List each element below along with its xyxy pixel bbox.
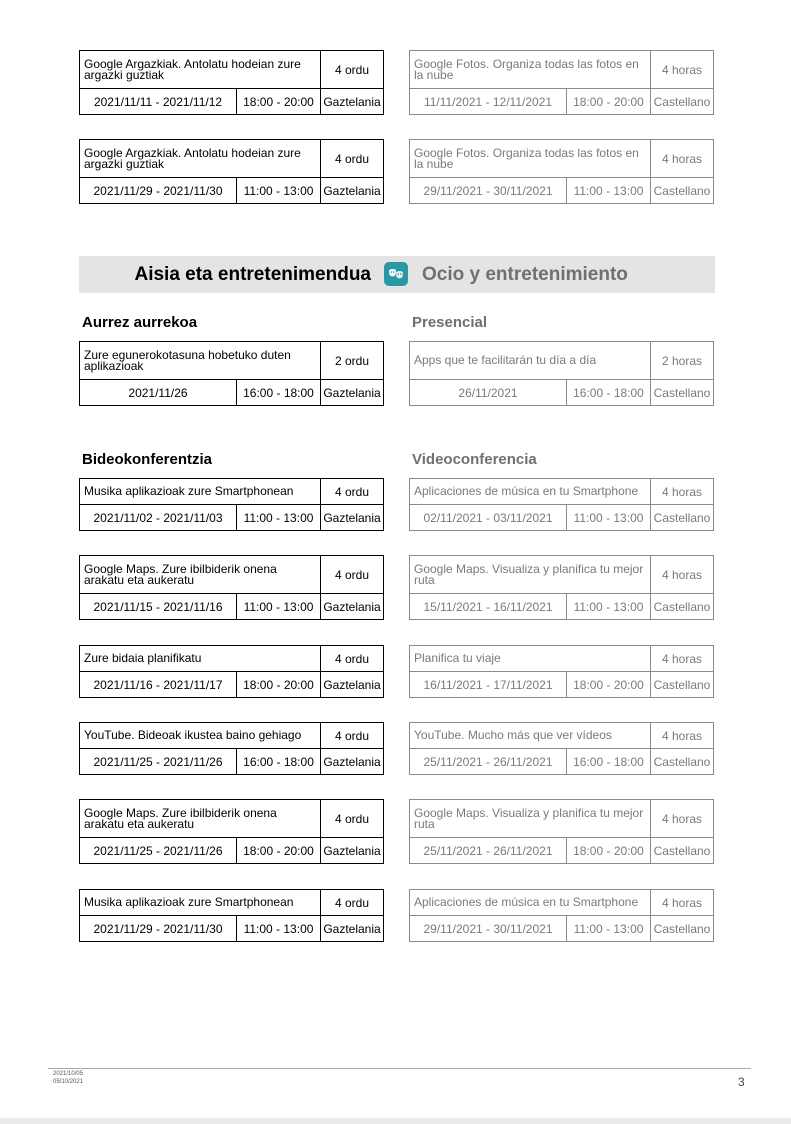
course-hours: 2 horas	[651, 342, 714, 380]
heading-video-eu: Bideokonferentzia	[82, 451, 213, 468]
course-hours: 4 ordu	[321, 51, 384, 89]
course-hours: 4 ordu	[321, 723, 384, 749]
course-time: 11:00 - 13:00	[567, 505, 651, 531]
course-language: Castellano	[651, 89, 714, 115]
course-time: 18:00 - 20:00	[567, 672, 651, 698]
course-table-eu	[79, 341, 384, 406]
course-language: Castellano	[651, 916, 714, 942]
course-dates: 2021/11/15 - 2021/11/16	[80, 594, 237, 620]
section-title-es: Ocio y entretenimiento	[422, 264, 628, 285]
course-title: Apps que te facilitarán tu día a día	[410, 342, 651, 380]
course-time: 18:00 - 20:00	[567, 89, 651, 115]
course-language: Gaztelania	[321, 749, 384, 775]
course-title: Google Maps. Visualiza y planifica tu mejor ruta	[410, 556, 651, 594]
course-language: Castellano	[651, 838, 714, 864]
course-title: Google Fotos. Organiza todas las fotos en la nube	[410, 140, 651, 178]
page-bottom-edge	[0, 1118, 791, 1124]
heading-video-es: Videoconferencia	[412, 451, 537, 468]
course-hours: 4 horas	[651, 646, 714, 672]
course-hours: 4 horas	[651, 51, 714, 89]
course-dates: 15/11/2021 - 16/11/2021	[410, 594, 567, 620]
course-language: Castellano	[651, 594, 714, 620]
course-dates: 16/11/2021 - 17/11/2021	[410, 672, 567, 698]
course-time: 11:00 - 13:00	[567, 594, 651, 620]
course-dates: 2021/11/02 - 2021/11/03	[80, 505, 237, 531]
course-dates: 2021/11/29 - 2021/11/30	[80, 916, 237, 942]
footer-date-eu: 2021/10/05	[53, 1071, 84, 1077]
course-dates: 29/11/2021 - 30/11/2021	[410, 178, 567, 204]
course-language: Gaztelania	[321, 916, 384, 942]
heading-presencial-es: Presencial	[412, 314, 488, 331]
course-language: Gaztelania	[321, 89, 384, 115]
course-table-eu	[79, 799, 384, 864]
course-hours: 4 ordu	[321, 890, 384, 916]
course-dates: 26/11/2021	[410, 380, 567, 406]
course-hours: 4 horas	[651, 140, 714, 178]
course-title: YouTube. Mucho más que ver vídeos	[410, 723, 651, 749]
course-table-es	[409, 722, 714, 775]
course-dates: 2021/11/25 - 2021/11/26	[80, 749, 237, 775]
course-hours: 4 ordu	[321, 479, 384, 505]
course-hours: 4 horas	[651, 723, 714, 749]
course-time: 11:00 - 13:00	[567, 916, 651, 942]
course-time: 18:00 - 20:00	[237, 672, 321, 698]
course-table-es	[409, 341, 714, 406]
course-language: Gaztelania	[321, 594, 384, 620]
course-time: 18:00 - 20:00	[567, 838, 651, 864]
course-title: Musika aplikazioak zure Smartphonean	[80, 890, 321, 916]
course-table-eu	[79, 555, 384, 620]
course-hours: 4 ordu	[321, 140, 384, 178]
course-language: Gaztelania	[321, 838, 384, 864]
course-table-eu	[79, 50, 384, 115]
course-dates: 11/11/2021 - 12/11/2021	[410, 89, 567, 115]
footer-date-es: 05/10/2021	[53, 1079, 84, 1085]
course-time: 11:00 - 13:00	[237, 178, 321, 204]
course-dates: 25/11/2021 - 26/11/2021	[410, 749, 567, 775]
course-time: 16:00 - 18:00	[567, 749, 651, 775]
course-time: 16:00 - 18:00	[237, 380, 321, 406]
course-title: Musika aplikazioak zure Smartphonean	[80, 479, 321, 505]
heading-presencial-eu: Aurrez aurrekoa	[82, 314, 198, 331]
course-title: Aplicaciones de música en tu Smartphone	[410, 479, 651, 505]
course-title: Google Argazkiak. Antolatu hodeian zure argazki guztiak	[80, 51, 321, 89]
course-table-es	[409, 555, 714, 620]
course-language: Gaztelania	[321, 380, 384, 406]
course-title: Google Argazkiak. Antolatu hodeian zure argazki guztiak	[80, 140, 321, 178]
course-title: Google Maps. Visualiza y planifica tu mejor ruta	[410, 800, 651, 838]
course-time: 11:00 - 13:00	[237, 594, 321, 620]
section-title-eu: Aisia eta entretenimendua	[134, 264, 371, 285]
course-hours: 2 ordu	[321, 342, 384, 380]
course-language: Gaztelania	[321, 178, 384, 204]
course-time: 16:00 - 18:00	[237, 749, 321, 775]
course-hours: 4 ordu	[321, 800, 384, 838]
course-language: Gaztelania	[321, 672, 384, 698]
course-table-eu	[79, 722, 384, 775]
course-table-es	[409, 478, 714, 531]
course-title: Aplicaciones de música en tu Smartphone	[410, 890, 651, 916]
course-language: Gaztelania	[321, 505, 384, 531]
course-dates: 2021/11/26	[80, 380, 237, 406]
course-dates: 02/11/2021 - 03/11/2021	[410, 505, 567, 531]
course-table-es	[409, 139, 714, 204]
course-title: Zure bidaia planifikatu	[80, 646, 321, 672]
course-dates: 2021/11/29 - 2021/11/30	[80, 178, 237, 204]
course-hours: 4 horas	[651, 890, 714, 916]
course-time: 18:00 - 20:00	[237, 838, 321, 864]
course-time: 18:00 - 20:00	[237, 89, 321, 115]
course-dates: 29/11/2021 - 30/11/2021	[410, 916, 567, 942]
course-hours: 4 horas	[651, 800, 714, 838]
course-language: Castellano	[651, 749, 714, 775]
course-table-eu	[79, 645, 384, 698]
course-time: 11:00 - 13:00	[237, 916, 321, 942]
course-hours: 4 horas	[651, 479, 714, 505]
footer-divider	[48, 1068, 751, 1069]
course-title: Zure egunerokotasuna hobetuko duten aplikazioak	[80, 342, 321, 380]
course-language: Castellano	[651, 380, 714, 406]
course-title: Google Maps. Zure ibilbiderik onena arakatu eta aukeratu	[80, 556, 321, 594]
course-dates: 2021/11/16 - 2021/11/17	[80, 672, 237, 698]
course-title: YouTube. Bideoak ikustea baino gehiago	[80, 723, 321, 749]
course-title: Planifica tu viaje	[410, 646, 651, 672]
section-header	[79, 256, 715, 293]
course-table-es	[409, 889, 714, 942]
course-table-eu	[79, 478, 384, 531]
course-table-es	[409, 645, 714, 698]
course-time: 11:00 - 13:00	[567, 178, 651, 204]
masks-icon	[384, 262, 408, 286]
course-language: Castellano	[651, 178, 714, 204]
course-hours: 4 horas	[651, 556, 714, 594]
course-language: Castellano	[651, 505, 714, 531]
page-number: 3	[738, 1075, 745, 1089]
course-title: Google Fotos. Organiza todas las fotos en la nube	[410, 51, 651, 89]
course-table-eu	[79, 139, 384, 204]
course-hours: 4 ordu	[321, 556, 384, 594]
course-table-es	[409, 799, 714, 864]
course-table-eu	[79, 889, 384, 942]
course-time: 16:00 - 18:00	[567, 380, 651, 406]
course-hours: 4 ordu	[321, 646, 384, 672]
course-time: 11:00 - 13:00	[237, 505, 321, 531]
course-title: Google Maps. Zure ibilbiderik onena arakatu eta aukeratu	[80, 800, 321, 838]
course-language: Castellano	[651, 672, 714, 698]
course-dates: 2021/11/25 - 2021/11/26	[80, 838, 237, 864]
course-table-es	[409, 50, 714, 115]
course-dates: 25/11/2021 - 26/11/2021	[410, 838, 567, 864]
course-dates: 2021/11/11 - 2021/11/12	[80, 89, 237, 115]
